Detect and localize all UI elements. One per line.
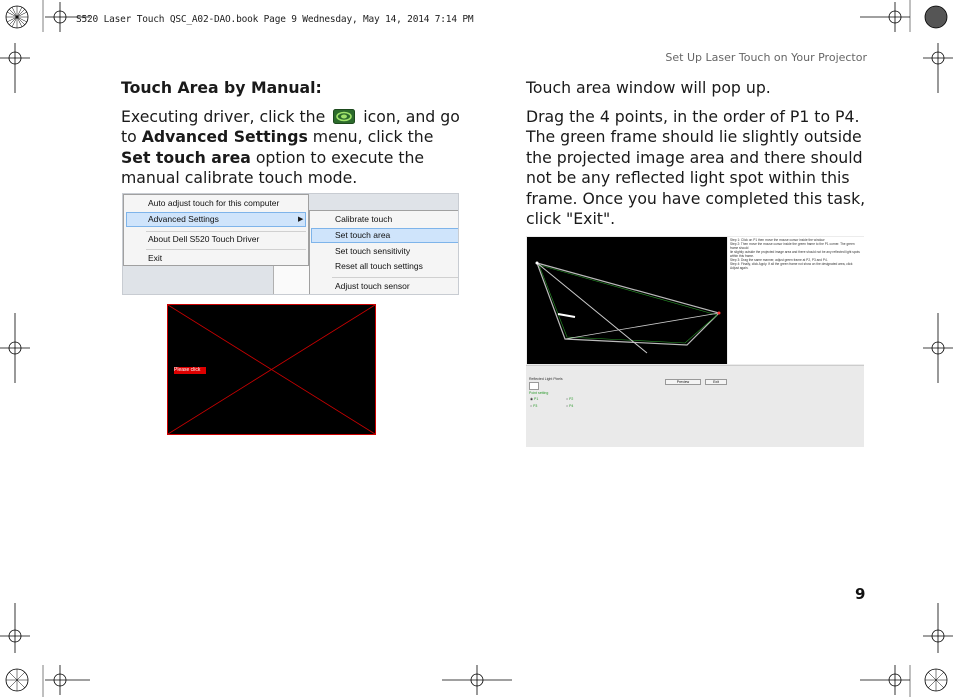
touch-frame-drawing [527, 237, 727, 364]
popup-paragraph: Touch area window will pop up. [526, 78, 771, 97]
menu-item-advanced-settings[interactable]: Advanced Settings [148, 214, 219, 224]
point-setting-label: Point setting [529, 391, 549, 395]
page-number: 9 [855, 585, 866, 603]
dell-laser-touch-driver-icon [333, 109, 355, 124]
exit-button[interactable]: Exit [705, 379, 727, 385]
submenu-item-adjust-sensor[interactable]: Adjust touch sensor [335, 281, 410, 291]
menu-item-auto-adjust[interactable]: Auto adjust touch for this computer [148, 198, 280, 208]
instruction-paragraph: Executing driver, click the icon, and go to Advanced Settings menu, click the Set touch area option to execute the manual calibrate touch mode. [121, 106, 460, 187]
submenu-arrow-icon: ▶ [298, 216, 304, 223]
print-slug: S520 Laser Touch QSC_A02-DAO.book Page 9 Wednesday, May 14, 2014 7:14 PM [76, 14, 474, 25]
submenu-item-sensitivity[interactable]: Set touch sensitivity [335, 246, 411, 256]
reflected-light-field[interactable] [529, 382, 539, 390]
control-panel [526, 365, 864, 447]
radio-p1[interactable]: ◉ P1 [530, 397, 539, 401]
submenu-item-reset[interactable]: Reset all touch settings [335, 261, 423, 271]
advanced-settings-submenu [309, 210, 459, 295]
calibration-point-label: Please click [174, 367, 206, 374]
section-heading: Touch Area by Manual: [121, 78, 322, 97]
touch-area-window [526, 236, 864, 447]
left-column [121, 78, 466, 197]
drag-points-paragraph: Drag the 4 points, in the order of P1 to P4. The green frame should lie slightly outside the projected image area and there should not be any reflected light spot within this frame. Once you have completed this task, click "Exit". [526, 106, 866, 228]
preview-button[interactable]: Preview [665, 379, 701, 385]
instruction-pane: Step 1: Click on P1 then move the mouse cursor inside the window Step 2: Then move the mouse cursor inside the green frame to the P1 corner. The green frame should lie slightly outside the projected image area and there should not be any reflected light spots within this frame. Step 3: Drag the same manner, adjust green frame at P2, P3 and P4. Step 4: Finally, click Apply. If all the green frame not show on the designated area, click Adjust again. [728, 237, 864, 364]
reflected-light-label: Reflected Light Pixels [529, 377, 563, 381]
calibration-screen [167, 304, 376, 435]
menu-item-about[interactable]: About Dell S520 Touch Driver [148, 234, 260, 244]
radio-p4[interactable]: ○ P4 [566, 404, 574, 408]
submenu-item-set-touch-area[interactable]: Set touch area [335, 230, 391, 240]
radio-p3[interactable]: ○ P3 [530, 404, 538, 408]
running-title: Set Up Laser Touch on Your Projector [665, 51, 867, 64]
camera-view [527, 237, 727, 364]
menu-item-exit[interactable]: Exit [148, 253, 163, 263]
context-menu-screenshot [122, 193, 459, 295]
submenu-item-calibrate[interactable]: Calibrate touch [335, 214, 393, 224]
context-menu [123, 194, 309, 266]
background-window [273, 266, 310, 295]
radio-p2[interactable]: ○ P2 [566, 397, 574, 401]
right-column [526, 78, 871, 238]
